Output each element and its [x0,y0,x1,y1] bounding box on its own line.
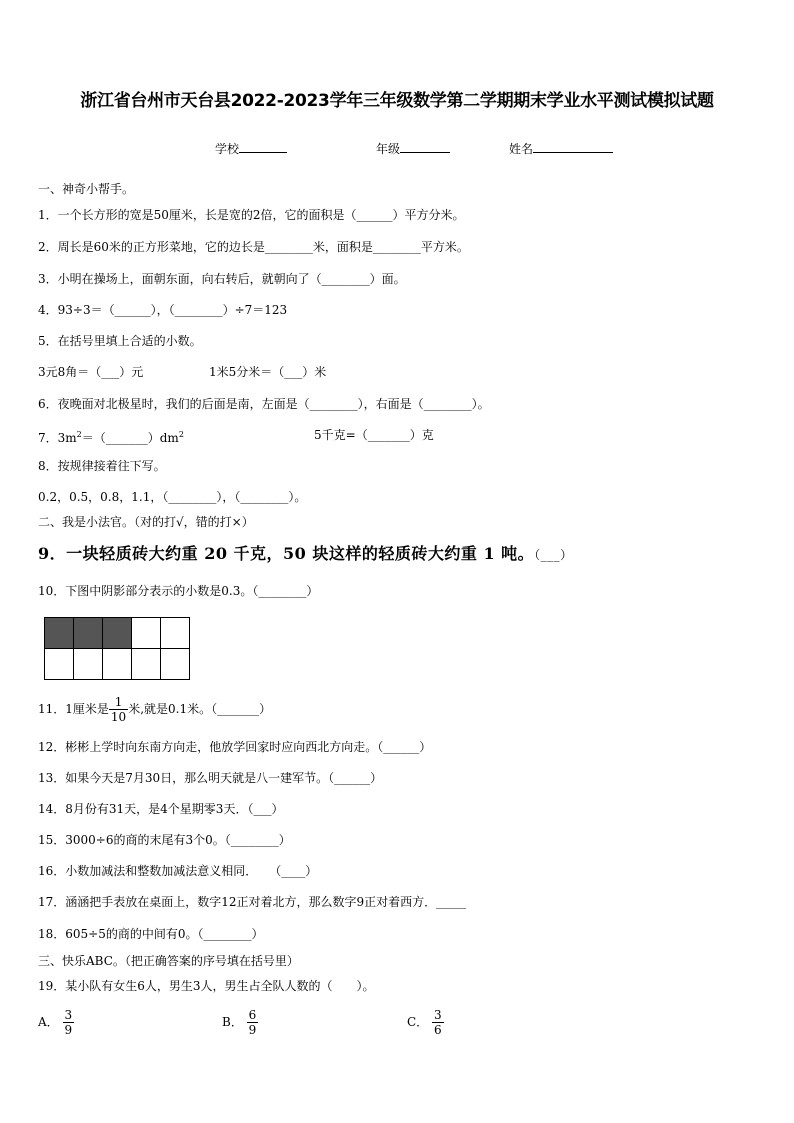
q11-denominator: 10 [110,710,127,724]
option-c-label: C． [407,1015,429,1029]
q11-post: 米,就是0.1米。（_______） [128,702,272,716]
grid-cell-shaded [103,618,132,649]
option-b-numerator: 6 [248,1008,257,1022]
option-c[interactable] [407,1004,444,1040]
question-8a: 0.2，0.5，0.8，1.1，（________），（________）。 [38,490,307,504]
q7a-exponent-2: 2 [178,430,184,439]
school-blank[interactable] [239,140,287,153]
grid-cell [161,618,190,649]
grid-cell [132,649,161,680]
question-11 [38,692,271,726]
grid-cell [103,649,132,680]
option-b-fraction [247,1008,259,1037]
option-c-numerator: 3 [434,1008,442,1022]
grade-field[interactable] [376,140,450,157]
question-6: 6．夜晚面对北极星时，我们的后面是南，左面是（________），右面是（________）。 [38,397,490,411]
question-5: 5．在括号里填上合适的小数。 [38,334,202,348]
question-2: 2．周长是60米的正方形菜地，它的边长是________米，面积是________平方米。 [38,240,469,254]
question-15: 15．3000÷6的商的末尾有3个0。（________） [38,833,291,847]
question-7a [38,427,184,446]
q7a-exponent: 2 [76,430,82,439]
q7a-mid: ＝（_______）dm [81,431,179,445]
school-label: 学校 [215,142,240,156]
grade-label: 年级 [376,142,401,156]
section-3-heading: 三、快乐ABC。（把正确答案的序号填在括号里） [38,954,299,968]
decimal-grid [44,617,190,680]
name-blank[interactable] [533,140,613,153]
question-14: 14．8月份有31天，是4个星期零3天．（___） [38,802,284,816]
question-18: 18．605÷5的商的中间有0。（________） [38,927,264,941]
question-4: 4．93÷3＝（______），（________）÷7＝123 [38,303,288,317]
name-field[interactable] [509,140,613,157]
section-2-heading: 二、我是小法官。（对的打√，错的打×） [38,515,254,529]
q9-text: 9．一块轻质砖大约重 20 千克，50 块这样的轻质砖大约重 1 吨。 [38,544,535,563]
question-19: 19．某小队有女生6人，男生3人，男生占全队人数的（ ）。 [38,979,375,993]
question-9 [38,544,573,565]
grid-cell [161,649,190,680]
page-title: 浙江省台州市天台县2022-2023学年三年级数学第二学期期末学业水平测试模拟试题 [80,91,714,111]
grade-blank[interactable] [400,140,450,153]
grid-cell-shaded [45,618,74,649]
option-c-denominator: 6 [434,1023,442,1037]
option-a[interactable] [38,1004,74,1040]
name-label: 姓名 [509,142,534,156]
q7a-pre: 7．3m [38,431,77,445]
option-c-fraction [432,1008,444,1037]
option-a-fraction [63,1008,75,1037]
question-8: 8．按规律接着往下写。 [38,459,166,473]
question-3: 3．小明在操场上，面朝东面，向右转后，就朝向了（________）面。 [38,272,406,286]
option-a-label: A． [38,1015,59,1029]
school-field[interactable] [215,140,287,157]
q9-answer-paren: （___） [534,548,573,562]
question-10: 10．下图中阴影部分表示的小数是0.3。（________） [38,584,319,598]
question-12: 12．彬彬上学时向东南方向走，他放学回家时应向西北方向走。（______） [38,740,432,754]
question-7b: 5千克=（_______）克 [314,428,434,442]
option-b[interactable] [222,1004,258,1040]
option-a-denominator: 9 [64,1023,73,1037]
q11-numerator: 1 [109,695,128,710]
option-b-label: B． [222,1015,243,1029]
grid-cell-shaded [74,618,103,649]
option-b-denominator: 9 [248,1023,257,1037]
grid-cell [132,618,161,649]
q11-pre: 11．1厘米是 [38,702,109,716]
grid-cell [45,649,74,680]
question-5a: 3元8角＝（___）元 [38,365,144,379]
grid-cell [74,649,103,680]
option-a-numerator: 3 [64,1008,73,1022]
question-17: 17．涵涵把手表放在桌面上，数字12正对着北方，那么数字9正对着西方．_____ [38,895,467,909]
section-1-heading: 一、神奇小帮手。 [38,182,135,196]
question-13: 13．如果今天是7月30日，那么明天就是八一建军节。（______） [38,771,383,785]
question-16: 16．小数加减法和整数加减法意义相同． （____） [38,864,318,878]
q11-fraction [109,695,128,724]
question-5b: 1米5分米＝（___）米 [209,365,327,379]
question-1: 1．一个长方形的宽是50厘米，长是宽的2倍，它的面积是（______）平方分米。 [38,208,465,222]
